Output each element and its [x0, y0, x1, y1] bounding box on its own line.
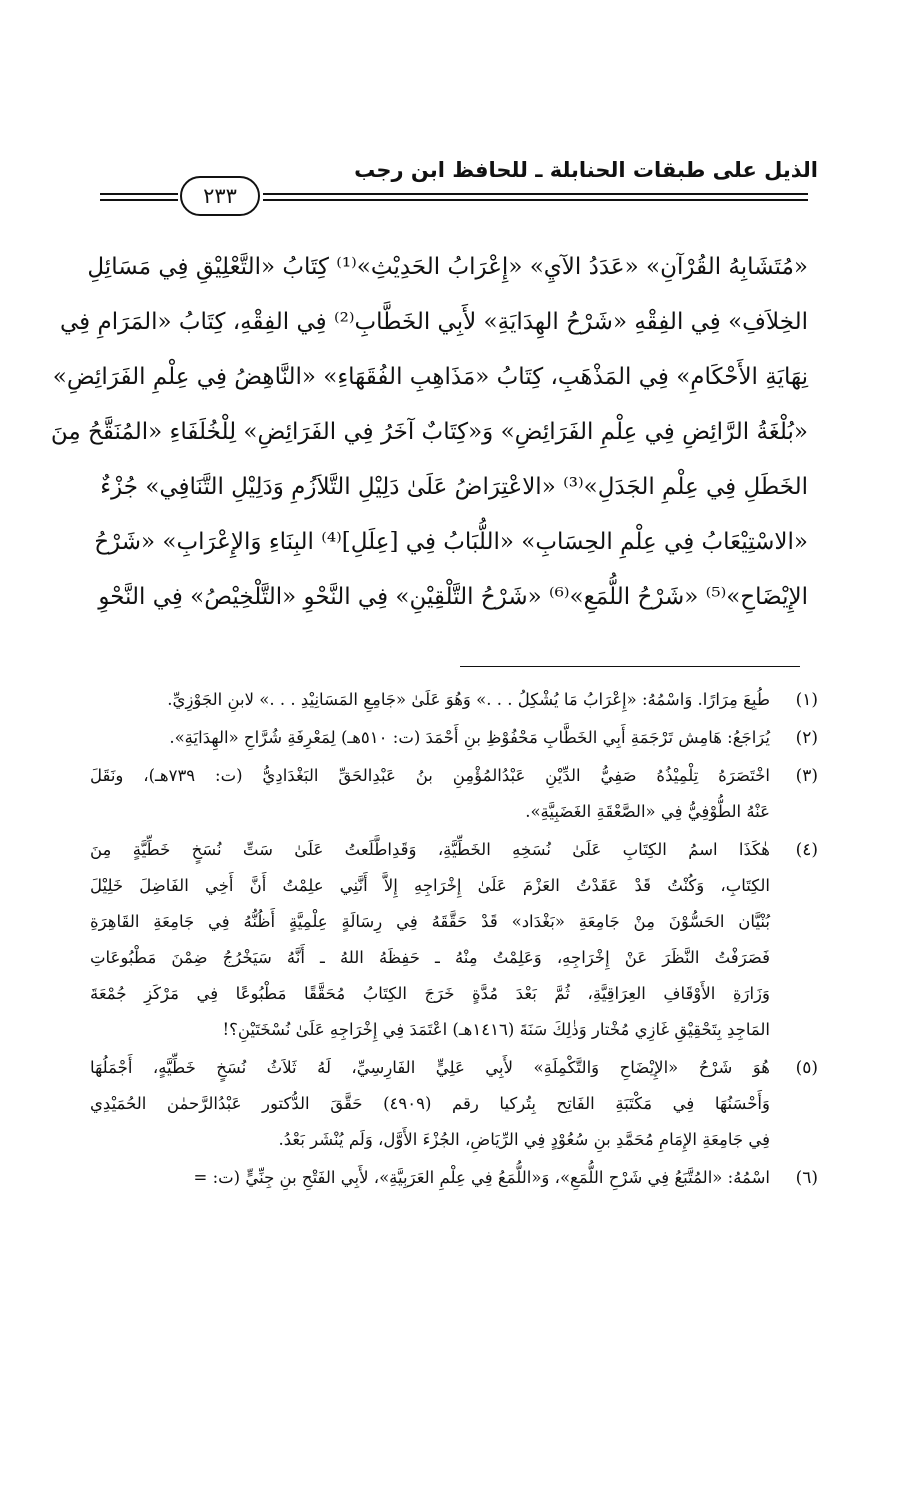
footnote-3 [90, 758, 818, 830]
footnote-line: وَزَارَةِ الأَوْقَافِ العِرَاقِيَّةِ، ثُمَّ بَعْدَ مُدَّةٍ خَرَجَ الكِتَابُ مُحَقَّقًا مَطْبُوعًا فِي مَرْكَزِ جُمْعَةَ [90, 984, 770, 1003]
footnote-5 [90, 1050, 818, 1158]
text-line: الخَطَلِ فِي عِلْمِ الجَدَلِ»⁽³⁾ «الاعْتِرَاضُ عَلَىٰ دَلِيْلِ التَّلاَزُمِ وَدَلِيْلِ التَّنَافِي» جُزْءٌ [100, 474, 808, 500]
footnote-line: يُرَاجَعُ: هَامِش تَرْجَمَةِ أَبِي الخَطَّابِ مَحْفُوْظِ بنِ أَحْمَدَ (ت: ٥١٠هـ) لِمَعْرِفَةِ شُرَّاحِ «الهِدَايَةِ». [169, 728, 770, 747]
footnotes [90, 682, 818, 1198]
text-line: الإِيْضَاحِ»⁽⁵⁾ «شَرْحُ اللُّمَعِ»⁽⁶⁾ «شَرْحُ التَّلْقِيْنِ» فِي النَّحْوِ «التَّلْخِيْصُ» فِي النَّحْوِ [98, 584, 808, 610]
footnote-number: (٣) [795, 766, 818, 786]
footnote-number: (٢) [795, 728, 818, 748]
text-line: «الاسْتِيْعَابُ فِي عِلْمِ الحِسَابِ» «اللُّبَابُ فِي [عِلَلِ]⁽⁴⁾ البِنَاءِ وَالإِعْرَابِ» «شَرْحُ [94, 529, 808, 555]
footnote-line: اخْتَصَرَهُ تِلْمِيْذُهُ صَفِيُّ الدِّيْنِ عَبْدُالمُؤْمِنِ بنُ عَبْدِالحَقِّ البَغْدَادِيُّ (ت: ٧٣٩هـ)، ونَقَلَ [90, 766, 770, 785]
footnote-line: عَنْهُ الطُّوْفِيُّ فِي «الصَّعْقَةِ الغَضَبِيَّةِ». [525, 802, 770, 821]
text-line: «مُتَشَابِهُ القُرْآنِ» «عَدَدُ الآيِ» «إِعْرَابُ الحَدِيْثِ»⁽¹⁾ كِتَابُ «التَّعْلِيْقِ فِي مَسَائِلِ [87, 254, 808, 280]
header-rule [263, 199, 808, 201]
header-rule [100, 199, 178, 201]
footnote-4 [90, 832, 818, 1048]
page-number: ٢٣٣ [180, 176, 260, 216]
footnote-number: (١) [795, 690, 818, 710]
footnote-line: وَأَحْسَنُهَا فِي مَكْتَبَةِ الفَاتِح بِتُركيا رقم (٤٩٠٩) حَقَّقَ الدُّكتور عَبْدُالرَّحمٰن الحُمَيْدِي [90, 1094, 770, 1113]
footnote-line: الكِتَابِ، وَكُنْتُ قَدْ عَقَدْتُ العَزْمَ عَلَىٰ إِخْرَاجِهِ إِلاَّ أَنَّنِي علِمْتُ أَنَّ أَخِي الفَاضِلَ خَلِيْلَ [90, 876, 770, 895]
text-line: «بُلْغَةُ الرَّائِضِ فِي عِلْمِ الفَرَائِضِ» وَ«كِتَابٌ آخَرُ فِي الفَرَائِضِ» لِلْخُلَفَاءِ «المُنَقَّحُ مِنَ [50, 419, 808, 445]
header-rule [100, 193, 178, 195]
footnote-line: فِي جَامِعَةِ الإِمَامِ مُحَمَّدِ بنِ سُعُوْدٍ فِي الرِّيَاضِ، الجُزْءَ الأَوَّل، وَلَم يُنْشَر بَعْدُ. [278, 1130, 770, 1149]
main-text [50, 240, 808, 625]
footnote-line: اسْمُهُ: «المُتَّبَعُ فِي شَرْحِ اللُّمَعِ»، وَ«اللُّمَعُ فِي عِلْمِ العَرَبِيَّةِ»، لأَبِي الفَتْحِ بنِ جِنِّيٍّ (ت: = [193, 1168, 770, 1187]
footnote-2 [90, 720, 818, 756]
footnote-line: هُوَ شَرْحُ «الإِيْضَاحِ وَالتَّكْمِلَةِ» لأَبِي عَلِيٍّ الفَارِسِيِّ، لَهُ ثَلاَثُ نُسَخٍ خَطِّيَّهٍ، أَجْمَلُهَا [90, 1058, 770, 1077]
footnote-line: هٰكَذَا اسمُ الكِتَابِ عَلَىٰ نُسَخِهِ الخَطِّيَّةِ، وَقَدِاطَّلَعتُ عَلَىٰ سَتِّ نُسَخٍ خَطِّيَّةٍ مِنَ [90, 840, 770, 859]
text-line: الخِلاَفِ» فِي الفِقْهِ «شَرْحُ الهِدَايَةِ» لأَبِي الخَطَّابِ⁽²⁾ فِي الفِقْهِ، كِتَابُ «المَرَامِ فِي [60, 309, 808, 335]
footnote-separator [460, 666, 800, 667]
footnote-number: (٥) [795, 1058, 818, 1078]
footnote-number: (٤) [795, 840, 818, 860]
running-title: الذيل على طبقات الحنابلة ـ للحافظ ابن رجب [354, 158, 818, 182]
footnote-line: فَصَرَفْتُ النَّظَرَ عَنْ إِخْرَاجِهِ، وَعَلِمْتُ مِنْهُ ـ حَفِظَهُ اللهُ ـ أَنَّهُ سَيَخْرُجُ ضِمْنَ مَطْبُوعَاتِ [90, 948, 770, 967]
footnote-number: (٦) [795, 1168, 818, 1188]
footnote-1 [90, 682, 818, 718]
footnote-6 [90, 1160, 818, 1196]
text-line: نِهَايَةِ الأَحْكَامِ» فِي المَذْهَبِ، كِتَابُ «مَذَاهِبِ الفُقَهَاءِ» «النَّاهِضُ فِي عِلْمِ الفَرَائِضِ» [52, 364, 808, 390]
footnote-line: بُنْيَّان الحَسُّوْنَ مِنْ جَامِعَةِ «بَغْدَاد» قَدْ حَقَّقَهُ فِي رِسَالَةٍ عِلْمِيَّةٍ أَظُنُّهُ فِي جَامِعَةِ القَاهِرَةِ [90, 912, 770, 931]
footnote-line: طُبِعَ مِرَارًا. وَاسْمُهُ: «إِعْرَابُ مَا يُشْكِلُ . . .» وَهُوَ عَلَىٰ «جَامِعِ المَسَانِيْدِ . . .» لابنِ الجَوْزِيِّ. [167, 690, 770, 709]
footnote-line: المَاجِدِ بِتَحْقِيْقِ غَازِي مُخْتار وَذٰلِكَ سَنَةَ (١٤١٦هـ) اعْتَمَدَ فِي إِخْرَاجِهِ عَلَىٰ نُسْخَتَيْنِ؟! [222, 1020, 770, 1039]
header-rule [263, 193, 808, 195]
